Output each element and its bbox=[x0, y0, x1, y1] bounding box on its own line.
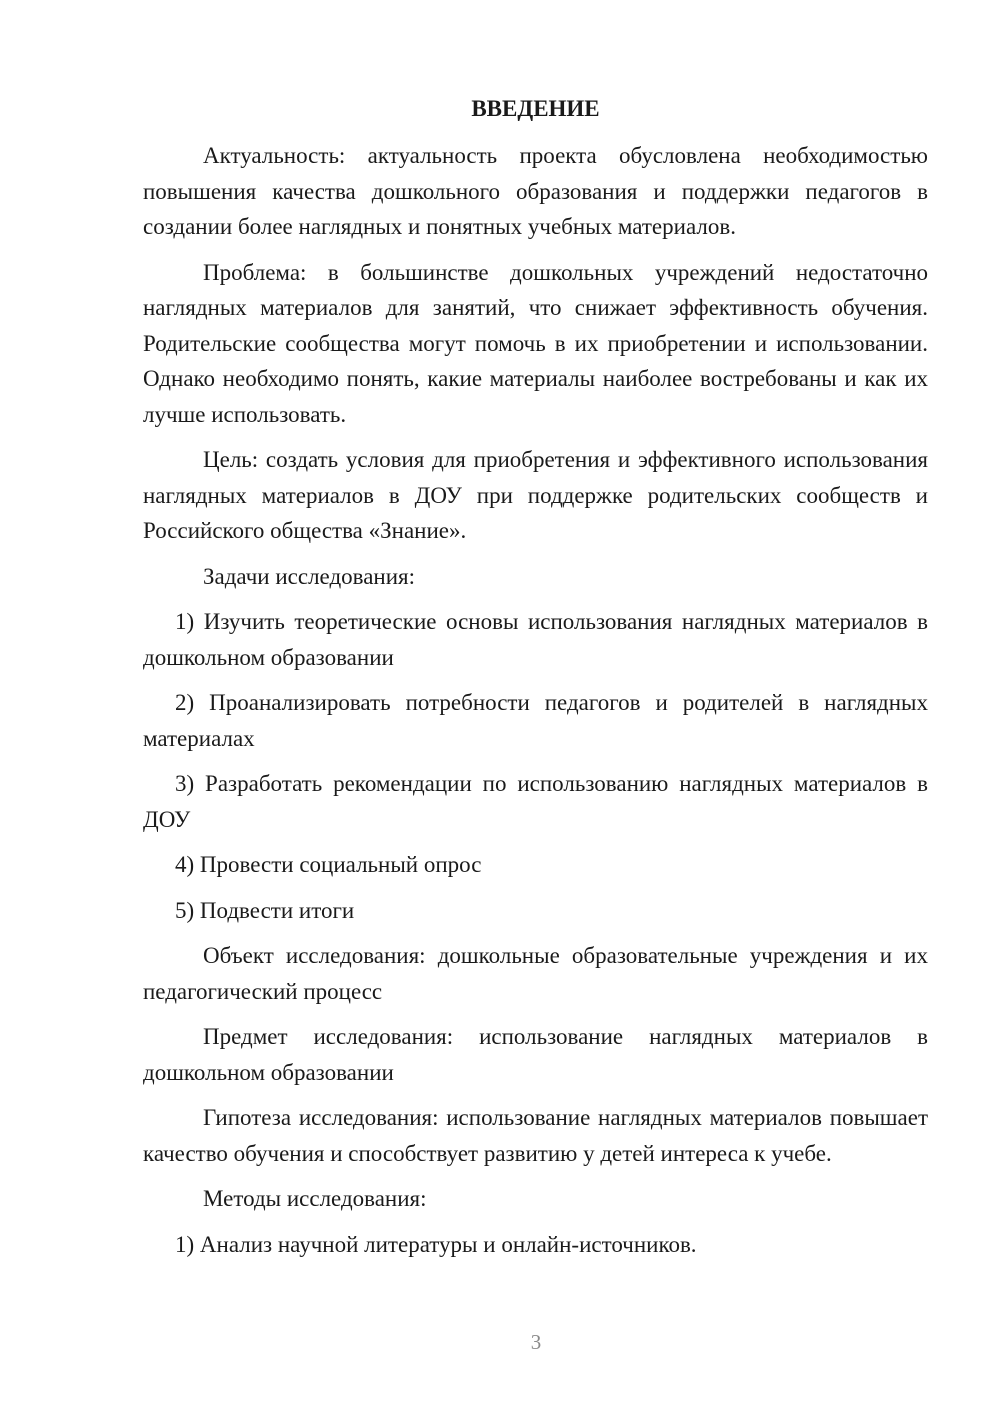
task-item: 3) Разработать рекомендации по использованию наглядных материалов в ДОУ bbox=[143, 771, 928, 832]
task-item: 5) Подвести итоги bbox=[175, 897, 355, 923]
page-number: 3 bbox=[530, 1330, 542, 1354]
method-item: 1) Анализ научной литературы и онлайн-источников. bbox=[175, 1231, 697, 1257]
paragraph-problem: Проблема: в большинстве дошкольных учреждений недостаточно наглядных материалов для занятий, что снижает эффективность обучения. Родительские сообщества могут помочь в их приобретении и использовании. Однако необходимо понять, какие материалы наиболее востребованы и как их лучше использовать. bbox=[143, 259, 928, 427]
tasks-heading: Задачи исследования: bbox=[203, 563, 416, 589]
document-page bbox=[143, 90, 928, 1272]
paragraph-object: Объект исследования: дошкольные образовательные учреждения и их педагогический процесс bbox=[143, 943, 928, 1004]
task-item: 1) Изучить теоретические основы использования наглядных материалов в дошкольном образовании bbox=[143, 609, 928, 670]
paragraph-subject: Предмет исследования: использование наглядных материалов в дошкольном образовании bbox=[143, 1024, 928, 1085]
methods-heading: Методы исследования: bbox=[203, 1186, 427, 1211]
task-item: 2) Проанализировать потребности педагогов и родителей в наглядных материалах bbox=[143, 690, 928, 751]
paragraph-relevance: Актуальность: актуальность проекта обусловлена необходимостью повышения качества дошкольного образования и поддержки педагогов в создании более наглядных и понятных учебных материалов. bbox=[143, 143, 928, 239]
paragraph-goal: Цель: создать условия для приобретения и эффективного использования наглядных материалов в ДОУ при поддержке родительских сообществ и Российского общества «Знание». bbox=[143, 447, 928, 543]
section-title: ВВЕДЕНИЕ bbox=[471, 96, 600, 121]
paragraph-hypothesis: Гипотеза исследования: использование наглядных материалов повышает качество обучения и способствует развитию у детей интереса к учебе. bbox=[143, 1105, 928, 1166]
task-item: 4) Провести социальный опрос bbox=[175, 852, 482, 877]
